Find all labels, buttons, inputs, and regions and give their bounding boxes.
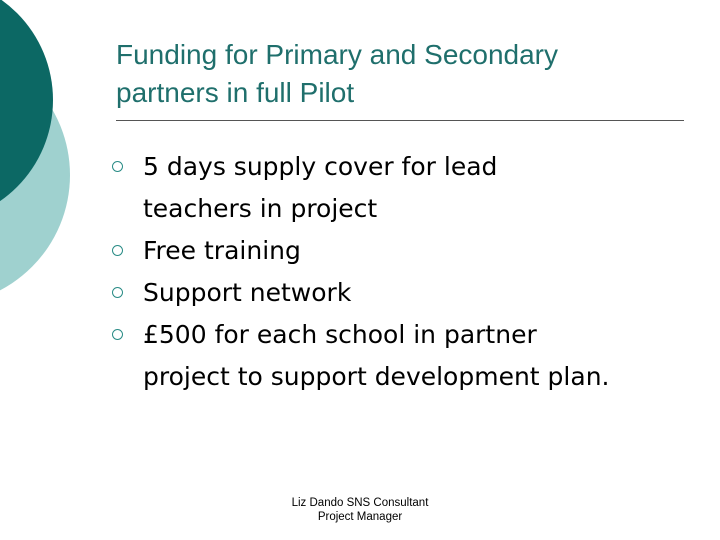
hollow-circle-bullet-icon bbox=[112, 287, 123, 298]
slide-title bbox=[116, 36, 696, 112]
bullet-list bbox=[108, 146, 708, 398]
bullet-text-line: teachers in project bbox=[143, 194, 378, 223]
slide-title-line: partners in full Pilot bbox=[116, 77, 355, 108]
decorative-circles bbox=[0, 0, 80, 300]
bullet-item-supply-cover bbox=[108, 146, 708, 230]
hollow-circle-bullet-icon bbox=[112, 245, 123, 256]
bullet-item-free-training bbox=[108, 230, 708, 272]
bullet-text-line: project to support development plan. bbox=[143, 362, 610, 391]
hollow-circle-bullet-icon bbox=[112, 329, 123, 340]
slide-footer bbox=[210, 496, 510, 524]
bullet-text-line: Support network bbox=[143, 278, 352, 307]
bullet-text-line: Free training bbox=[143, 236, 301, 265]
footer-line: Project Manager bbox=[317, 511, 403, 523]
hollow-circle-bullet-icon bbox=[112, 161, 123, 172]
slide-title-line: Funding for Primary and Secondary bbox=[116, 39, 558, 70]
footer-line: Liz Dando SNS Consultant bbox=[291, 497, 429, 509]
bullet-item-school-funding bbox=[108, 314, 708, 398]
bullet-text-line: £500 for each school in partner bbox=[143, 320, 537, 349]
bullet-text-line: 5 days supply cover for lead bbox=[143, 152, 498, 181]
bullet-item-support-network bbox=[108, 272, 708, 314]
title-divider bbox=[116, 120, 684, 121]
